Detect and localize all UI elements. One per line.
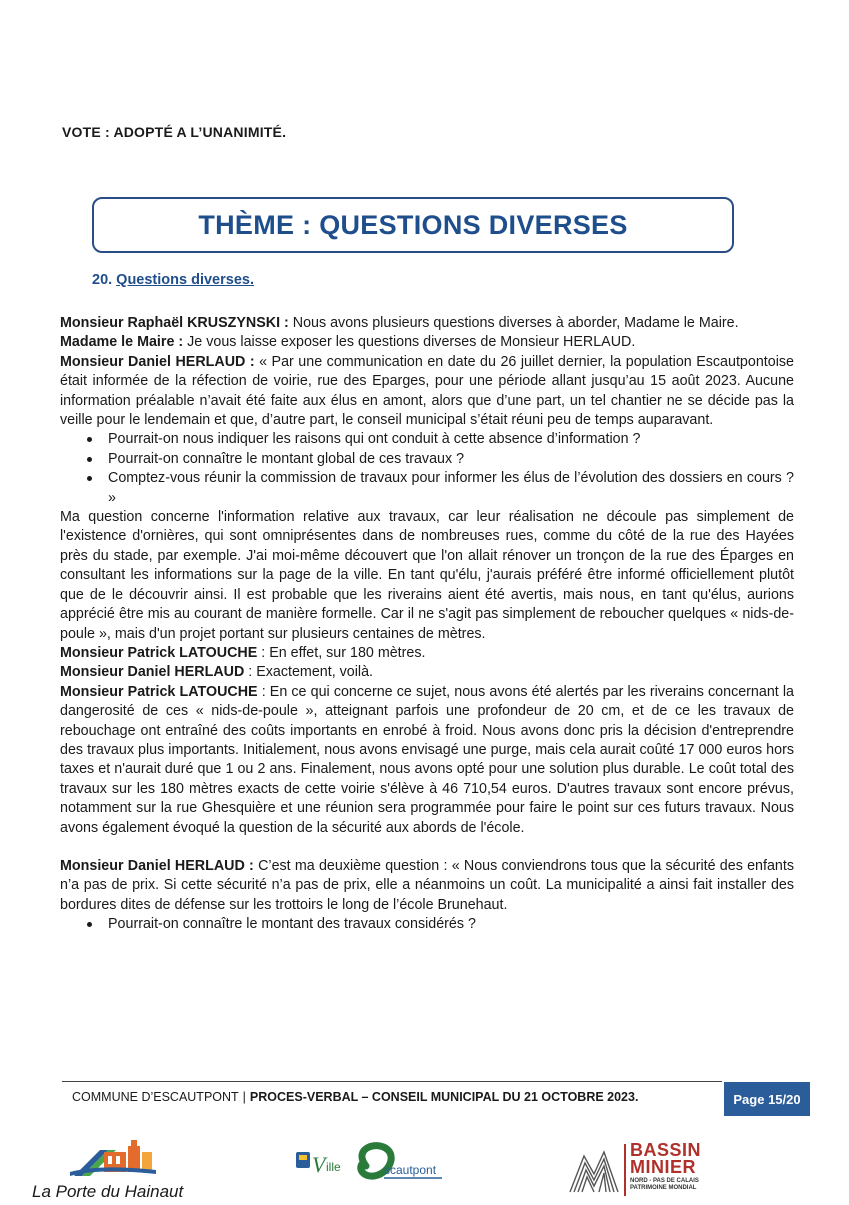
speech-text: C’est ma deuxième question : « Nous conviendrons tous que la sécurité des enfants n’a pas de prix. Si cette sécurité n’a pas de prix, elle a néanmoins un coût. La municipalité a ainsi fait installer des bordures dites de défense sur les trottoirs le long de l’école Brunehaut. [60, 857, 794, 913]
speaker-name: Monsieur Patrick LATOUCHE [60, 644, 258, 661]
speech-text: Je vous laisse exposer les questions diverses de Monsieur HERLAUD. [183, 334, 636, 351]
vote-result: VOTE : ADOPTÉ A L’UNANIMITÉ. [62, 124, 287, 140]
paragraph: Ma question concerne l'information relative aux travaux, car leur réalisation ne découle pas simplement de l'existence d'ornières, qui sont omniprésentes dans de nombreuses rues, comme du côté de la rue des Hayées près du stade, par exemple. J'ai moi-même découvert que l'on allait rénover un tronçon de la rue des Éparges en consultant les informations sur la page de la ville. En tant qu'élu, j'aurais préféré être informé officiellement plutôt que de le découvrir ainsi. Il est probable que les riverains aient été avertis, mais nous, en tant qu'élus, aurions apprécié être mis au courant de manière formelle. Car il ne s'agit pas simplement de reboucher quelques « nids-de-poule », mais d'un projet portant sur plusieurs centaines de mètres. [60, 509, 794, 642]
section-number: 20. [92, 272, 113, 288]
bassin-minier-logo [566, 1142, 716, 1200]
svg-text:V: V [312, 1152, 326, 1177]
page-number-badge: Page 15/20 [724, 1082, 810, 1116]
theme-title: THÈME : QUESTIONS DIVERSES [198, 209, 628, 240]
paragraph [60, 353, 794, 431]
hainaut-logo-text: La Porte du Hainaut [32, 1182, 184, 1201]
speaker-name: Monsieur Daniel HERLAUD [60, 664, 245, 681]
footer-caption [72, 1090, 638, 1104]
section-heading [92, 272, 254, 288]
bassin-minier-title: BASSIN MINIER [630, 1140, 702, 1177]
paragraph [60, 333, 794, 352]
speaker-name: Monsieur Raphaël KRUSZYNSKI : [60, 315, 289, 331]
svg-text:ille: ille [326, 1160, 341, 1174]
question-list [60, 915, 794, 934]
speech-text: : En ce qui concerne ce sujet, nous avons été alertés par les riverains concernant la dangerosité de ces « nids-de-poule », atteignant parfois une profondeur de 20 cm, et de ce les travaux de rebouchage ont entraîné des coûts importants en enrobé à froid. Nous avons donc pris la décision d'entreprendre des travaux plus importants. Initialement, nous avons envisagé une purge, mais cela aurait coûté 17 000 euros hors taxes et n'aurait duré que 1 ou 2 ans. Finalement, nous avons opté pour une solution plus durable. Le coût total des travaux sur les 180 mètres exacts de cette voirie s'élève à 46 710,54 euros. D'autres travaux sont encore prévus, notamment sur la rue Ghesquière et une réunion sera programmée pour faire le point sur ces futurs travaux. Nous avons également évoqué la question de la sécurité aux abords de l'école. [60, 683, 794, 836]
ville-escautpont-logo [292, 1138, 452, 1200]
footer-commune: COMMUNE D’ESCAUTPONT [72, 1090, 239, 1104]
list-item: Comptez-vous réunir la commission de travaux pour informer les élus de l’évolution des dossiers en cours ? » [108, 469, 794, 508]
footer-divider [62, 1081, 722, 1082]
paragraph [60, 683, 794, 838]
list-item: Pourrait-on connaître le montant global de ces travaux ? [108, 450, 794, 469]
list-item: Pourrait-on connaître le montant des travaux considérés ? [108, 915, 794, 934]
question-list [60, 430, 794, 508]
speaker-name: Monsieur Patrick LATOUCHE [60, 683, 258, 700]
paragraph-gap [60, 838, 794, 857]
footer-separator: | [242, 1090, 246, 1104]
paragraph [60, 644, 794, 663]
paragraph [60, 314, 794, 333]
bassin-minier-subtitle: NORD - PAS DE CALAIS PATRIMOINE MONDIAL [630, 1178, 699, 1191]
list-item: Pourrait-on nous indiquer les raisons qui ont conduit à cette absence d’information ? [108, 430, 794, 449]
paragraph [60, 857, 794, 915]
bassin-minier-emblem-icon [566, 1142, 622, 1198]
speaker-name: Monsieur Daniel HERLAUD : [60, 857, 254, 874]
speech-text: Nous avons plusieurs questions diverses à aborder, Madame le Maire. [288, 315, 739, 331]
speaker-name: Madame le Maire : [60, 334, 184, 351]
footer-document: PROCES-VERBAL – CONSEIL MUNICIPAL DU 21 OCTOBRE 2023. [249, 1090, 639, 1104]
speech-text: : En effet, sur 180 mètres. [257, 644, 426, 661]
bassin-minier-divider [624, 1144, 626, 1196]
svg-text:scautpont: scautpont [384, 1163, 437, 1177]
paragraph [60, 663, 794, 682]
theme-banner [92, 197, 734, 253]
escautpont-emblem-icon [292, 1138, 452, 1200]
porte-du-hainaut-logo [30, 1136, 210, 1200]
speaker-name: Monsieur Daniel HERLAUD : [60, 353, 255, 370]
minutes-body [60, 314, 794, 935]
section-title: Questions diverses. [116, 272, 254, 288]
speech-text: : Exactement, voilà. [244, 664, 374, 681]
speech-text: « Par une communication en date du 26 juillet dernier, la population Escautpontoise était informée de la réfection de voirie, rue des Eparges, pour une période allant jusqu’au 15 août 2023. Aucune information préalable n’avait été faite aux élus en amont, alors que d’une part, un tel chantier ne se décide pas la veille pour le lendemain et que, d’autre part, le conseil municipal s’était réuni peu de temps auparavant. [60, 353, 794, 429]
hainaut-emblem-icon [30, 1136, 160, 1184]
